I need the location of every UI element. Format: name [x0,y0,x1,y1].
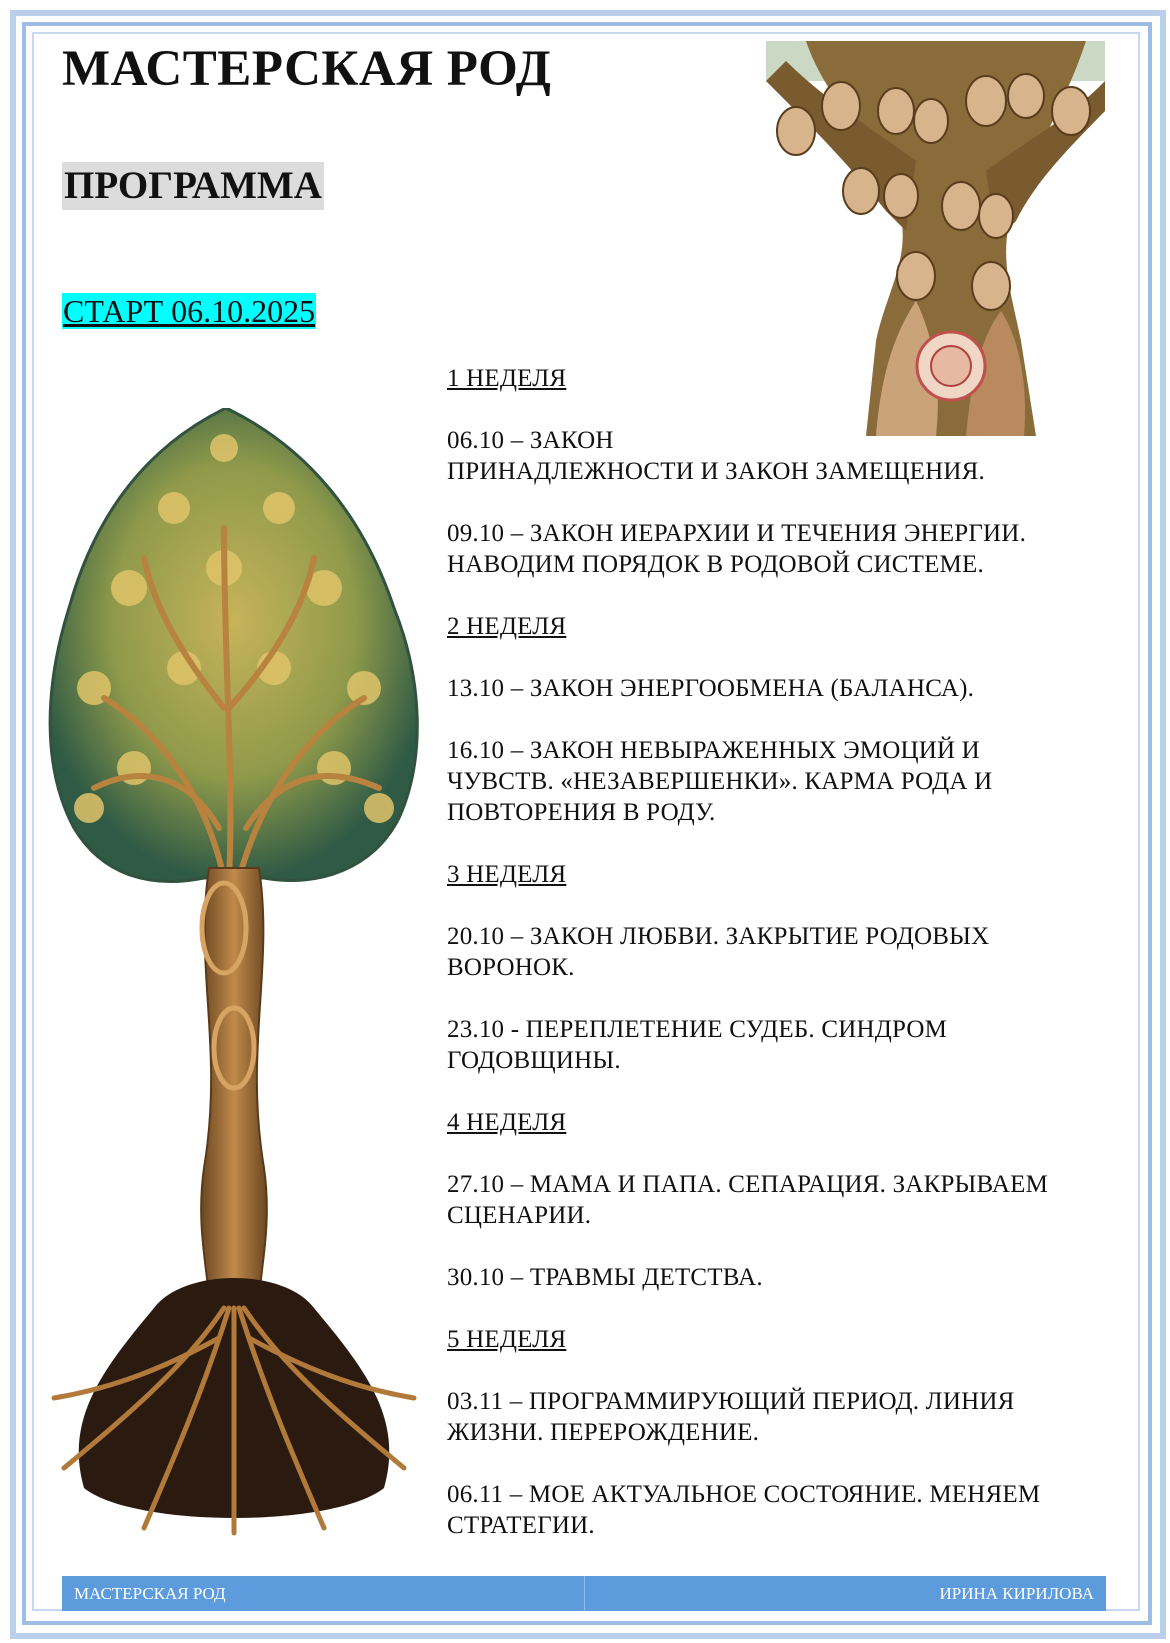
program-item [447,1262,1107,1293]
program-item-line: НАВОДИМ ПОРЯДОК В РОДОВОЙ СИСТЕМЕ. [447,551,984,578]
program-item-line: 06.11 – МОЕ АКТУАЛЬНОЕ СОСТОЯНИЕ. МЕНЯЕМ [447,1481,1041,1508]
program-item-line: 16.10 – ЗАКОН НЕВЫРАЖЕННЫХ ЭМОЦИЙ И [447,737,980,764]
program-item-line: 23.10 - ПЕРЕПЛЕТЕНИЕ СУДЕБ. СИНДРОМ [447,1016,948,1043]
program-item-line: ПОВТОРЕНИЯ В РОДУ. [447,799,716,826]
program-item [447,425,1107,487]
program-item-line: ПРИНАДЛЕЖНОСТИ И ЗАКОН ЗАМЕЩЕНИЯ. [447,458,985,485]
program-item [447,1014,1107,1076]
program-item [447,1479,1107,1541]
program-heading: ПРОГРАММА [62,162,324,210]
program-item [447,1169,1107,1231]
week-heading: 4 НЕДЕЛЯ [447,1109,567,1136]
program-schedule [447,363,1107,1541]
program-item-line: СЦЕНАРИИ. [447,1202,592,1229]
program-item [447,921,1107,983]
week-heading: 2 НЕДЕЛЯ [447,613,567,640]
tree-of-life-illustration [34,408,432,1538]
program-item [447,673,1107,704]
program-item [447,518,1107,580]
program-item [447,1386,1107,1448]
footer-title: МАСТЕРСКАЯ РОД [74,1584,226,1603]
program-item-line: 03.11 – ПРОГРАММИРУЮЩИЙ ПЕРИОД. ЛИНИЯ [447,1388,1015,1415]
program-item-line: 30.10 – ТРАВМЫ ДЕТСТВА. [447,1264,763,1291]
start-date: СТАРТ 06.10.2025 [63,293,316,329]
program-item [447,735,1107,828]
program-item-line: СТРАТЕГИИ. [447,1512,595,1539]
program-item-line: ВОРОНОК. [447,954,575,981]
program-item-line: ЖИЗНИ. ПЕРЕРОЖДЕНИЕ. [447,1419,760,1446]
week-heading: 5 НЕДЕЛЯ [447,1326,567,1353]
program-item-line: ГОДОВЩИНЫ. [447,1047,621,1074]
week-heading: 3 НЕДЕЛЯ [447,861,567,888]
program-item-line: 06.10 – ЗАКОН [447,427,614,454]
document-title: МАСТЕРСКАЯ РОД [62,41,552,97]
program-item-line: 27.10 – МАМА И ПАПА. СЕПАРАЦИЯ. ЗАКРЫВАЕМ [447,1171,1048,1198]
program-item-line: 20.10 – ЗАКОН ЛЮБВИ. ЗАКРЫТИЕ РОДОВЫХ [447,923,990,950]
program-item-line: ЧУВСТВ. «НЕЗАВЕРШЕНКИ». КАРМА РОДА И [447,768,993,795]
footer-divider [584,1576,585,1611]
footer-author: ИРИНА КИРИЛОВА [939,1584,1094,1603]
program-item-line: 09.10 – ЗАКОН ИЕРАРХИИ И ТЕЧЕНИЯ ЭНЕРГИИ. [447,520,1027,547]
page-footer [62,1576,1106,1611]
week-heading: 1 НЕДЕЛЯ [447,365,567,392]
program-item-line: 13.10 – ЗАКОН ЭНЕРГООБМЕНА (БАЛАНСА). [447,675,975,702]
